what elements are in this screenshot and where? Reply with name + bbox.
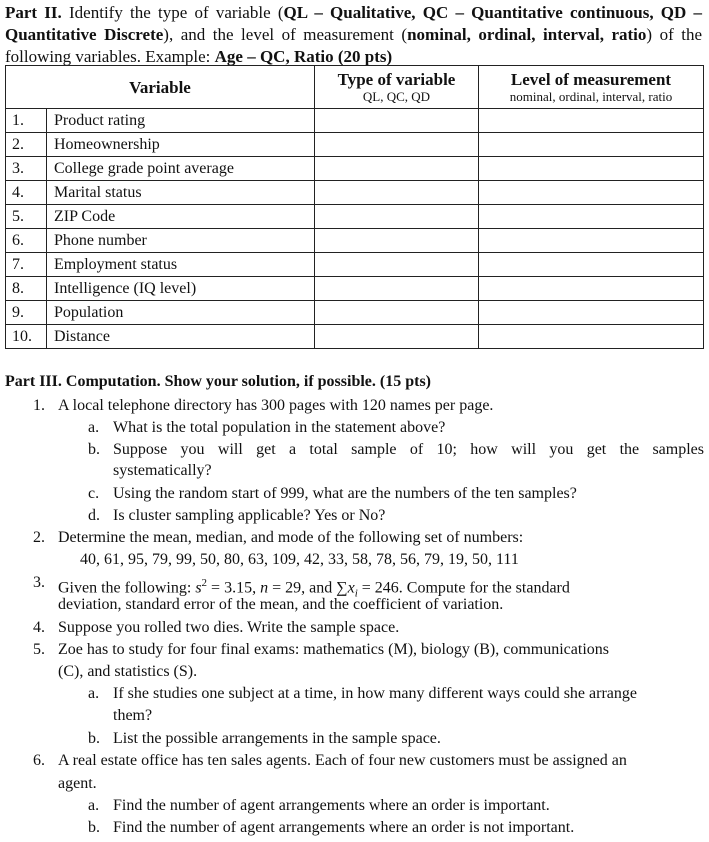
table-row	[6, 205, 704, 229]
type-answer-cell[interactable]	[315, 229, 479, 253]
header-level	[479, 66, 704, 109]
q1a-text: What is the total population in the statement above?	[113, 419, 446, 436]
q1-text: A local telephone directory has 300 pages with 120 names per page.	[58, 397, 494, 414]
row-variable: Homeownership	[47, 133, 315, 157]
table-header-row	[6, 66, 704, 109]
q1d-text: Is cluster sampling applicable? Yes or No?	[113, 507, 386, 524]
q5a-text: If she studies one subject at a time, in how many different ways could she arrange	[113, 685, 637, 702]
type-answer-cell[interactable]	[315, 205, 479, 229]
q2-number: 2.	[33, 529, 45, 546]
row-number: 9.	[6, 301, 47, 325]
q1b-text: Suppose you will get a total sample of 10; how will you get the samples	[113, 441, 704, 458]
q1a-letter: a.	[88, 419, 100, 436]
row-variable: Distance	[47, 325, 315, 349]
q1c-letter: c.	[88, 485, 100, 502]
row-number: 10.	[6, 325, 47, 349]
text: = 29, and ∑	[268, 579, 348, 597]
row-variable: Marital status	[47, 181, 315, 205]
q5a-letter: a.	[88, 685, 100, 702]
row-number: 1.	[6, 109, 47, 133]
q5-number: 5.	[33, 641, 45, 658]
header-subtitle: QL, QC, QD	[362, 89, 431, 104]
var-n: n	[260, 579, 269, 597]
q6-number: 6.	[33, 752, 45, 769]
q5b-text: List the possible arrangements in the sample space.	[113, 730, 441, 747]
table-row	[6, 133, 704, 157]
table-row	[6, 109, 704, 133]
row-number: 6.	[6, 229, 47, 253]
level-answer-cell[interactable]	[479, 157, 704, 181]
row-number: 5.	[6, 205, 47, 229]
text: ) of the	[646, 25, 703, 44]
q2-data-set: 40, 61, 95, 79, 99, 50, 80, 63, 109, 42, 33, 58, 78, 56, 79, 19, 50, 111	[80, 551, 519, 568]
var-s: s	[195, 579, 202, 597]
type-answer-cell[interactable]	[315, 133, 479, 157]
example: Age – QC, Ratio	[214, 47, 334, 66]
table-row	[6, 325, 704, 349]
level-answer-cell[interactable]	[479, 325, 704, 349]
text: following variables. Example:	[5, 47, 215, 66]
text: = 246. Compute for the standard	[357, 579, 570, 597]
table-row	[6, 229, 704, 253]
q4-text: Suppose you rolled two dies. Write the sample space.	[58, 619, 400, 636]
q5a-text-cont: them?	[113, 707, 153, 724]
part2-instructions-line1	[5, 2, 702, 24]
q6a-text: Find the number of agent arrangements where an order is important.	[113, 797, 550, 814]
row-number: 4.	[6, 181, 47, 205]
part3-title: Part III. Computation. Show your solution, if possible. (15 pts)	[5, 373, 431, 390]
level-answer-cell[interactable]	[479, 205, 704, 229]
header-subtitle: nominal, ordinal, interval, ratio	[509, 89, 673, 104]
row-variable: Product rating	[47, 109, 315, 133]
q1b-letter: b.	[88, 441, 100, 458]
q1d-letter: d.	[88, 507, 100, 524]
text: Quantitative Discrete	[5, 25, 164, 44]
level-answer-cell[interactable]	[479, 181, 704, 205]
q3-text-cont: deviation, standard error of the mean, and the coefficient of variation.	[58, 596, 504, 613]
q6b-letter: b.	[88, 819, 100, 836]
text: Given the following:	[58, 579, 196, 597]
type-answer-cell[interactable]	[315, 109, 479, 133]
level-answer-cell[interactable]	[479, 277, 704, 301]
q6-text: A real estate office has ten sales agents. Each of four new customers must be assigned an	[58, 752, 627, 769]
level-answer-cell[interactable]	[479, 253, 704, 277]
type-answer-cell[interactable]	[315, 181, 479, 205]
type-answer-cell[interactable]	[315, 301, 479, 325]
table-row	[6, 157, 704, 181]
q3-number: 3.	[33, 574, 45, 591]
q5-text-cont: (C), and statistics (S).	[58, 663, 198, 680]
q5-text: Zoe has to study for four final exams: mathematics (M), biology (B), communications	[58, 641, 609, 658]
text: nominal, ordinal, interval, ratio	[407, 25, 647, 44]
exponent: 2	[201, 577, 208, 589]
row-variable: ZIP Code	[47, 205, 315, 229]
q6a-letter: a.	[88, 797, 100, 814]
level-answer-cell[interactable]	[479, 229, 704, 253]
table-row	[6, 301, 704, 325]
row-variable: Employment status	[47, 253, 315, 277]
text: QL – Qualitative, QC – Quantitative continuous, QD –	[283, 3, 703, 22]
type-answer-cell[interactable]	[315, 157, 479, 181]
row-number: 3.	[6, 157, 47, 181]
part2-label: Part II.	[5, 3, 62, 22]
q1-number: 1.	[33, 397, 45, 414]
row-number: 8.	[6, 277, 47, 301]
variables-table	[5, 65, 704, 349]
row-number: 2.	[6, 133, 47, 157]
row-variable: Phone number	[47, 229, 315, 253]
header-variable	[6, 66, 315, 109]
q6-text-cont: agent.	[58, 775, 97, 792]
header-title: Level of measurement	[510, 70, 672, 89]
var-x: x	[347, 579, 355, 597]
type-answer-cell[interactable]	[315, 253, 479, 277]
type-answer-cell[interactable]	[315, 325, 479, 349]
table-row	[6, 181, 704, 205]
text: = 3.15,	[207, 579, 261, 597]
level-answer-cell[interactable]	[479, 109, 704, 133]
q2-text: Determine the mean, median, and mode of the following set of numbers:	[58, 529, 524, 546]
header-title: Variable	[129, 77, 191, 97]
row-variable: Population	[47, 301, 315, 325]
text: ), and the level of measurement (	[163, 25, 408, 44]
q6b-text: Find the number of agent arrangements where an order is not important.	[113, 819, 575, 836]
row-variable: College grade point average	[47, 157, 315, 181]
level-answer-cell[interactable]	[479, 301, 704, 325]
q5b-letter: b.	[88, 730, 100, 747]
part2-instructions-line2	[5, 24, 702, 46]
row-number: 7.	[6, 253, 47, 277]
text: Identify the type of variable (	[61, 3, 284, 22]
subscript: i	[354, 587, 358, 600]
row-variable: Intelligence (IQ level)	[47, 277, 315, 301]
table-row	[6, 253, 704, 277]
level-answer-cell[interactable]	[479, 133, 704, 157]
q1b-text-cont: systematically?	[113, 462, 212, 479]
header-type	[315, 66, 479, 109]
header-title: Type of variable	[337, 70, 456, 89]
table-row	[6, 277, 704, 301]
points: (20 pts)	[333, 47, 393, 66]
q1c-text: Using the random start of 999, what are the numbers of the ten samples?	[113, 485, 577, 502]
q4-number: 4.	[33, 619, 45, 636]
type-answer-cell[interactable]	[315, 277, 479, 301]
